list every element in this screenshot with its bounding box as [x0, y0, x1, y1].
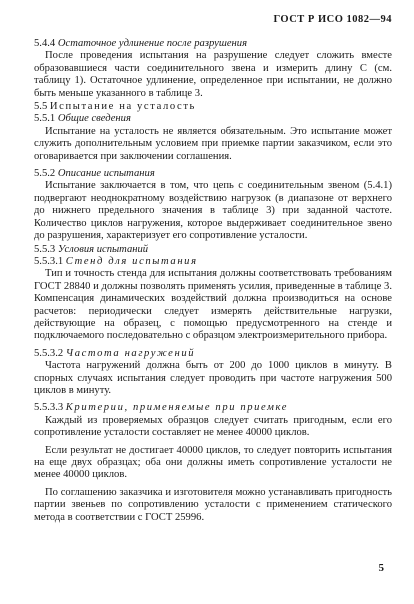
paragraph: Испытание на усталость не является обязательным. Это испытание может служить дополнительным условием при приемке партии заказчиком, если это оговаривается при заключении соглашения.	[34, 125, 392, 162]
paragraph: После проведения испытания на разрушение следует сложить вместе образовавшиеся части соединительного звена и измерить длину C (см. таблицу 1). Остаточное удлинение, определенное при испытании, не должно быть меньше указанного в таблице 3.	[34, 50, 392, 99]
paragraph: Частота нагружений должна быть от 200 до 1000 циклов в минуту. В спорных случаях испытания следует проводить при частоте нагружения 500 циклов в минуту.	[34, 360, 392, 396]
section-number: 5.4.4	[34, 38, 56, 49]
standard-header: ГОСТ Р ИСО 1082—94	[273, 14, 392, 25]
section-title: Описание испытания	[57, 168, 155, 180]
section-heading	[34, 113, 392, 125]
section-number: 5.5	[34, 101, 48, 113]
section-heading	[34, 402, 392, 414]
section-title: Остаточное удлинение после разрушения	[57, 38, 248, 49]
section-heading	[34, 38, 392, 50]
section-number: 5.5.3.2	[34, 347, 64, 359]
section-heading	[34, 101, 392, 113]
document-body	[34, 38, 392, 525]
section-number: 5.5.3.1	[34, 255, 64, 267]
section-title: Общие сведения	[57, 113, 131, 125]
page-number: 5	[378, 562, 384, 574]
paragraph: Каждый из проверяемых образцов следует считать пригодным, если его сопротивление усталости составляет не менее 40000 циклов.	[34, 414, 392, 439]
section-heading	[34, 244, 392, 256]
paragraph: Тип и точность стенда для испытания должны соответствовать требованиям ГОСТ 28840 и должны позволять применять усилия, приведенные в таблице 3. Компенсация динамических воздействий должна производиться на основе расчетов: периодически следует измерять действительные нагрузки, действующие на образец, с помощью предусмотренного на стенде и подключаемого последовательно с образцом электроизмерительного прибора.	[34, 268, 392, 342]
paragraph: Испытание заключается в том, что цепь с соединительным звеном (5.4.1) подвергают неоднократному воздействию нагрузок (в диапазоне от верхнего до нижнего предельного значения в таблице 3) при заданной частоте. Количество циклов нагружения, которое выдерживает соединительное звено до разрушения, характеризует его сопротивление усталости.	[34, 180, 392, 242]
section-heading	[34, 256, 392, 268]
section-number: 5.5.3.3	[34, 402, 64, 414]
section-title: Стенд для испытания	[65, 255, 198, 267]
section-number: 5.5.2	[34, 168, 56, 180]
section-title: Испытание на усталость	[49, 101, 196, 113]
section-title: Критерии, применяемые при приемке	[65, 402, 289, 414]
section-title: Частота нагружений	[65, 347, 196, 359]
section-title: Условия испытаний	[57, 243, 149, 255]
paragraph: Если результат не достигает 40000 циклов, то следует повторить испытания на еще двух образцах; оба они должны иметь сопротивление усталости не менее 40000 циклов.	[34, 444, 392, 481]
section-heading	[34, 168, 392, 180]
section-heading	[34, 348, 392, 360]
section-number: 5.5.3	[34, 243, 56, 255]
section-number: 5.5.1	[34, 113, 56, 125]
paragraph: По соглашению заказчика и изготовителя можно устанавливать пригодность партии звеньев по сопротивлению усталости с применением статического метода в соответствии с ГОСТ 25996.	[34, 486, 392, 523]
